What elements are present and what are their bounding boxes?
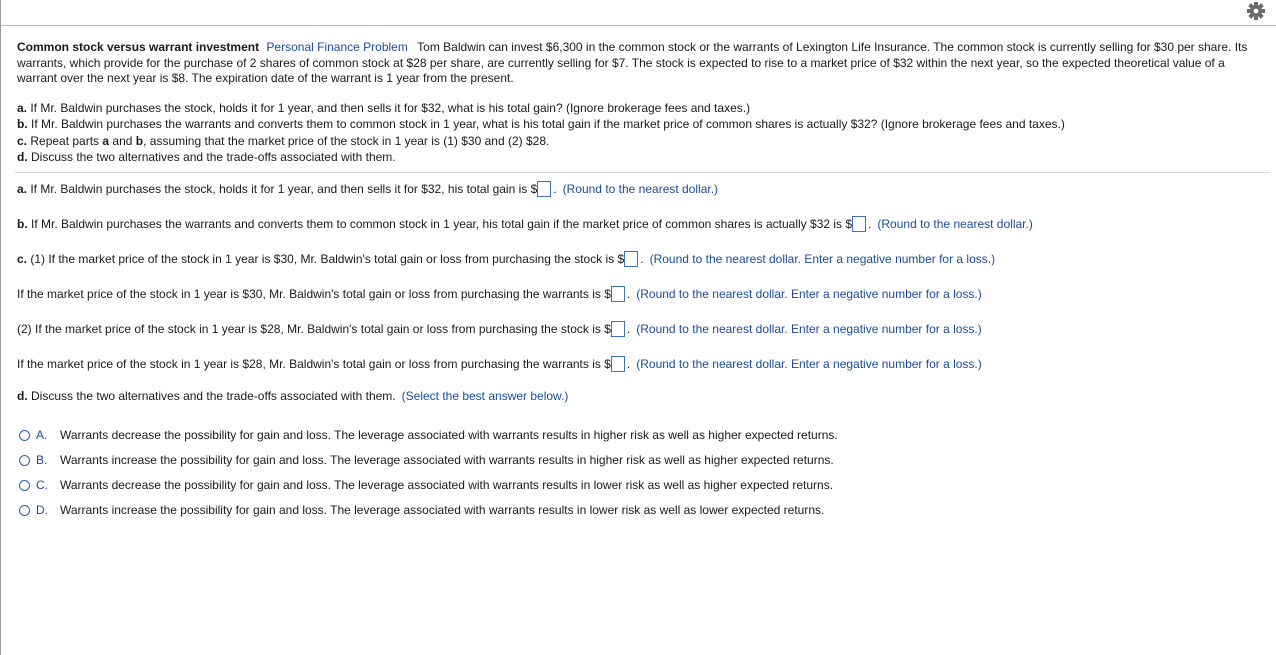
answer-input-c3[interactable] <box>611 321 625 337</box>
option-c[interactable] <box>19 477 838 502</box>
question-c1 <box>17 249 995 269</box>
period: . <box>626 287 631 301</box>
part-text: Repeat parts <box>27 133 103 148</box>
question-text: If Mr. Baldwin purchases the warrants and converts them to common stock in 1 year, his total gain if the market price of common shares is actually $32 is $ <box>27 217 853 231</box>
problem-tag: Personal Finance Problem <box>266 40 408 54</box>
part-text: If Mr. Baldwin purchases the warrants and converts them to common stock in 1 year, what is his total gain if the market price of common shares is actually $32? (Ignore brokerage fees and taxes.) <box>27 117 1065 132</box>
question-hint: (Round to the nearest dollar. Enter a negative number for a loss.) <box>636 287 982 301</box>
option-letter: A. <box>36 428 48 442</box>
problem-title: Common stock versus warrant investment <box>17 40 260 54</box>
problem-body: Tom Baldwin can invest $6,300 in the common stock or the warrants of Lexington Life Insurance. The common stock is currently selling for $30 per share. Its warrants, which provide for the purchase of 2 shares of common stock at $28 per share, are currently selling for $7. The stock is expected to rise to a market price of $32 within the next year, so the expected theoretical value of a warrant over the next year is $8. The expiration date of the warrant is 1 year from the present. <box>17 40 1248 86</box>
part-ref-a: a <box>102 133 110 148</box>
problem-statement <box>17 40 1267 87</box>
period: . <box>553 182 557 196</box>
option-letter: B. <box>36 453 48 467</box>
option-text[interactable]: Warrants decrease the possibility for gain and loss. The leverage associated with warrants results in lower risk as well as higher expected returns. <box>60 478 834 492</box>
part-text: and <box>109 133 136 148</box>
radio-button[interactable] <box>19 505 30 516</box>
question-text: If Mr. Baldwin purchases the stock, holds it for 1 year, and then sells it for $32, his total gain is $ <box>27 182 538 196</box>
answer-input-b[interactable] <box>852 216 866 232</box>
part-letter: d. <box>17 149 28 164</box>
question-text: Discuss the two alternatives and the trade-offs associated with them. <box>27 389 396 403</box>
question-hint: (Round to the nearest dollar. Enter a negative number for a loss.) <box>636 357 982 371</box>
question-c2 <box>17 284 982 304</box>
question-label: d. <box>17 389 28 403</box>
frame-top-border <box>0 25 1276 26</box>
answer-input-c4[interactable] <box>611 356 625 372</box>
question-hint: (Select the best answer below.) <box>401 389 569 403</box>
option-letter: C. <box>36 478 48 492</box>
part-ref-b: b <box>135 133 144 148</box>
part-b <box>17 116 1267 132</box>
question-text: If the market price of the stock in 1 year is $28, Mr. Baldwin's total gain or loss from purchasing the warrants is $ <box>17 357 611 371</box>
option-d[interactable] <box>19 502 838 527</box>
gear-icon[interactable] <box>1245 0 1267 22</box>
period: . <box>640 252 644 266</box>
option-a[interactable] <box>19 427 838 452</box>
period: . <box>626 322 631 336</box>
question-hint: (Round to the nearest dollar. Enter a negative number for a loss.) <box>636 322 982 336</box>
part-text: , assuming that the market price of the stock in 1 year is (1) $30 and (2) $28. <box>143 133 550 148</box>
part-text: If Mr. Baldwin purchases the stock, holds it for 1 year, and then sells it for $32, what is his total gain? (Ignore brokerage fees and taxes.) <box>27 101 751 115</box>
period: . <box>868 217 872 231</box>
question-a <box>17 179 718 199</box>
question-c4 <box>17 354 982 374</box>
option-text[interactable]: Warrants increase the possibility for gain and loss. The leverage associated with warrants results in higher risk as well as higher expected returns. <box>60 453 834 467</box>
option-text[interactable]: Warrants increase the possibility for gain and loss. The leverage associated with warrants results in lower risk as well as lower expected returns. <box>60 503 825 517</box>
question-text: (2) If the market price of the stock in 1 year is $28, Mr. Baldwin's total gain or loss from purchasing the stock is $ <box>17 322 611 336</box>
answer-options <box>19 427 838 527</box>
frame-left-border <box>0 0 1 655</box>
answer-input-c1[interactable] <box>624 251 638 267</box>
part-text: Discuss the two alternatives and the trade-offs associated with them. <box>27 149 396 164</box>
section-divider <box>15 172 1270 173</box>
part-a <box>17 100 1267 116</box>
question-label: a. <box>17 182 28 196</box>
radio-button[interactable] <box>19 455 30 466</box>
part-letter: a. <box>17 101 28 115</box>
part-letter: b. <box>17 117 28 132</box>
period: . <box>626 357 631 371</box>
radio-button[interactable] <box>19 430 30 441</box>
option-text[interactable]: Warrants decrease the possibility for gain and loss. The leverage associated with warrants results in higher risk as well as higher expected returns. <box>60 428 838 442</box>
question-d <box>17 386 568 406</box>
question-label: c. <box>17 252 28 266</box>
question-c3 <box>17 319 982 339</box>
question-hint: (Round to the nearest dollar.) <box>562 182 719 196</box>
question-text: If the market price of the stock in 1 year is $30, Mr. Baldwin's total gain or loss from purchasing the warrants is $ <box>17 287 611 301</box>
option-b[interactable] <box>19 452 838 477</box>
part-d <box>17 149 1267 165</box>
answer-input-c2[interactable] <box>611 286 625 302</box>
answer-input-a[interactable] <box>537 181 551 197</box>
option-letter: D. <box>36 503 48 517</box>
question-hint: (Round to the nearest dollar. Enter a negative number for a loss.) <box>649 252 996 266</box>
question-hint: (Round to the nearest dollar.) <box>877 217 1033 231</box>
part-c <box>17 133 1267 149</box>
parts-list <box>17 100 1267 165</box>
question-b <box>17 214 1033 234</box>
question-label: b. <box>17 217 28 231</box>
radio-button[interactable] <box>19 480 30 491</box>
part-letter: c. <box>17 133 28 148</box>
question-text: (1) If the market price of the stock in 1 year is $30, Mr. Baldwin's total gain or loss from purchasing the stock is $ <box>27 252 625 266</box>
